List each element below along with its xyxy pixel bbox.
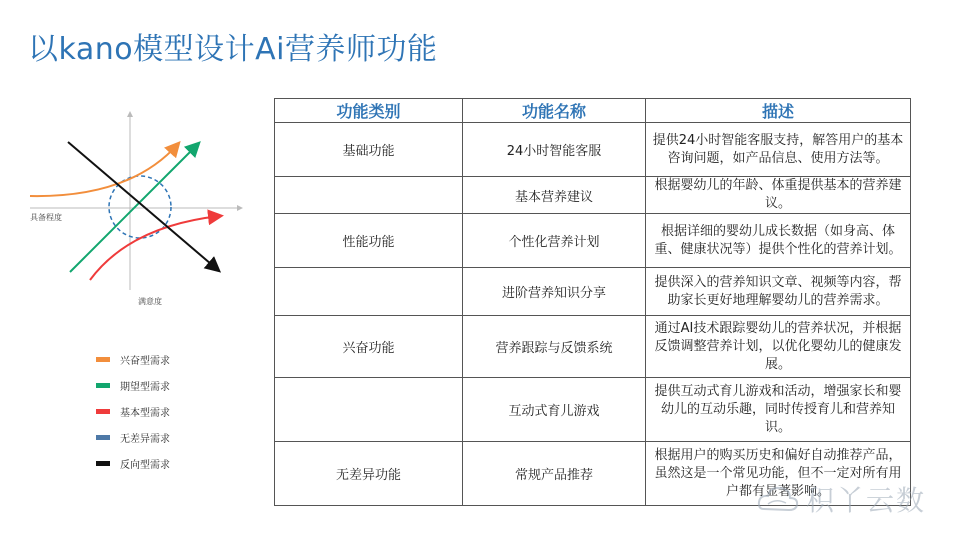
cell-desc: 根据用户的购买历史和偏好自动推荐产品，虽然这是一个常见功能，但不一定对所有用户都有显著影响。 (646, 442, 911, 506)
kano-feature-table (274, 98, 911, 506)
cell-category: 性能功能 (275, 214, 463, 268)
legend-item-exciting (96, 346, 170, 372)
basic-curve (90, 216, 220, 280)
table-row (275, 378, 911, 442)
legend-item-expected (96, 372, 170, 398)
legend-swatch (96, 461, 110, 466)
header-desc: 描述 (646, 99, 911, 123)
cell-category (275, 177, 463, 214)
cell-desc: 提供互动式育儿游戏和活动，增强家长和婴幼儿的互动乐趣，同时传授育儿和营养知识。 (646, 378, 911, 442)
legend-label: 无差异需求 (120, 433, 170, 445)
watermark (756, 474, 956, 524)
page-title: 以kano模型设计Ai营养师功能 (28, 32, 438, 67)
cell-desc: 根据详细的婴幼儿成长数据（如身高、体重、健康状况等）提供个性化的营养计划。 (646, 214, 911, 268)
legend-label: 兴奋型需求 (120, 355, 170, 367)
x-axis-label: 具备程度 (30, 213, 62, 222)
cell-desc: 通过AI技术跟踪婴幼儿的营养状况，并根据反馈调整营养计划，以优化婴幼儿的健康发展。 (646, 316, 911, 378)
cell-name: 常规产品推荐 (463, 442, 646, 506)
legend-label: 反向型需求 (120, 459, 170, 471)
legend-label: 期望型需求 (120, 381, 170, 393)
cell-name: 个性化营养计划 (463, 214, 646, 268)
legend-swatch (96, 435, 110, 440)
cloud-logo-icon (756, 479, 800, 519)
legend-item-basic (96, 398, 170, 424)
watermark-text: 积丫云数 (806, 484, 927, 517)
legend-swatch (96, 383, 110, 388)
table-row (275, 123, 911, 177)
cell-desc: 根据婴幼儿的年龄、体重提供基本的营养建议。 (646, 177, 911, 214)
cell-category: 兴奋功能 (275, 316, 463, 378)
cell-name: 24小时智能客服 (463, 123, 646, 177)
cell-name: 进阶营养知识分享 (463, 268, 646, 316)
legend-item-reverse (96, 450, 170, 476)
cell-category (275, 268, 463, 316)
exciting-curve (30, 144, 178, 196)
cell-name: 营养跟踪与反馈系统 (463, 316, 646, 378)
table-row (275, 214, 911, 268)
legend (96, 346, 170, 476)
legend-swatch (96, 409, 110, 414)
cell-category: 无差异功能 (275, 442, 463, 506)
cell-category (275, 378, 463, 442)
legend-swatch (96, 357, 110, 362)
legend-item-indifferent (96, 424, 170, 450)
cell-category: 基础功能 (275, 123, 463, 177)
cell-desc: 提供深入的营养知识文章、视频等内容，帮助家长更好地理解婴幼儿的营养需求。 (646, 268, 911, 316)
y-axis-label: 满意度 (138, 297, 162, 306)
cell-name: 基本营养建议 (463, 177, 646, 214)
table-row (275, 177, 911, 214)
kano-diagram-svg (20, 100, 260, 320)
cell-name: 互动式育儿游戏 (463, 378, 646, 442)
cell-desc: 提供24小时智能客服支持，解答用户的基本咨询问题，如产品信息、使用方法等。 (646, 123, 911, 177)
legend-label: 基本型需求 (120, 407, 170, 419)
header-name: 功能名称 (463, 99, 646, 123)
table-row (275, 316, 911, 378)
header-category: 功能类别 (275, 99, 463, 123)
table-header-row (275, 99, 911, 123)
kano-diagram (20, 100, 260, 320)
table-row (275, 268, 911, 316)
